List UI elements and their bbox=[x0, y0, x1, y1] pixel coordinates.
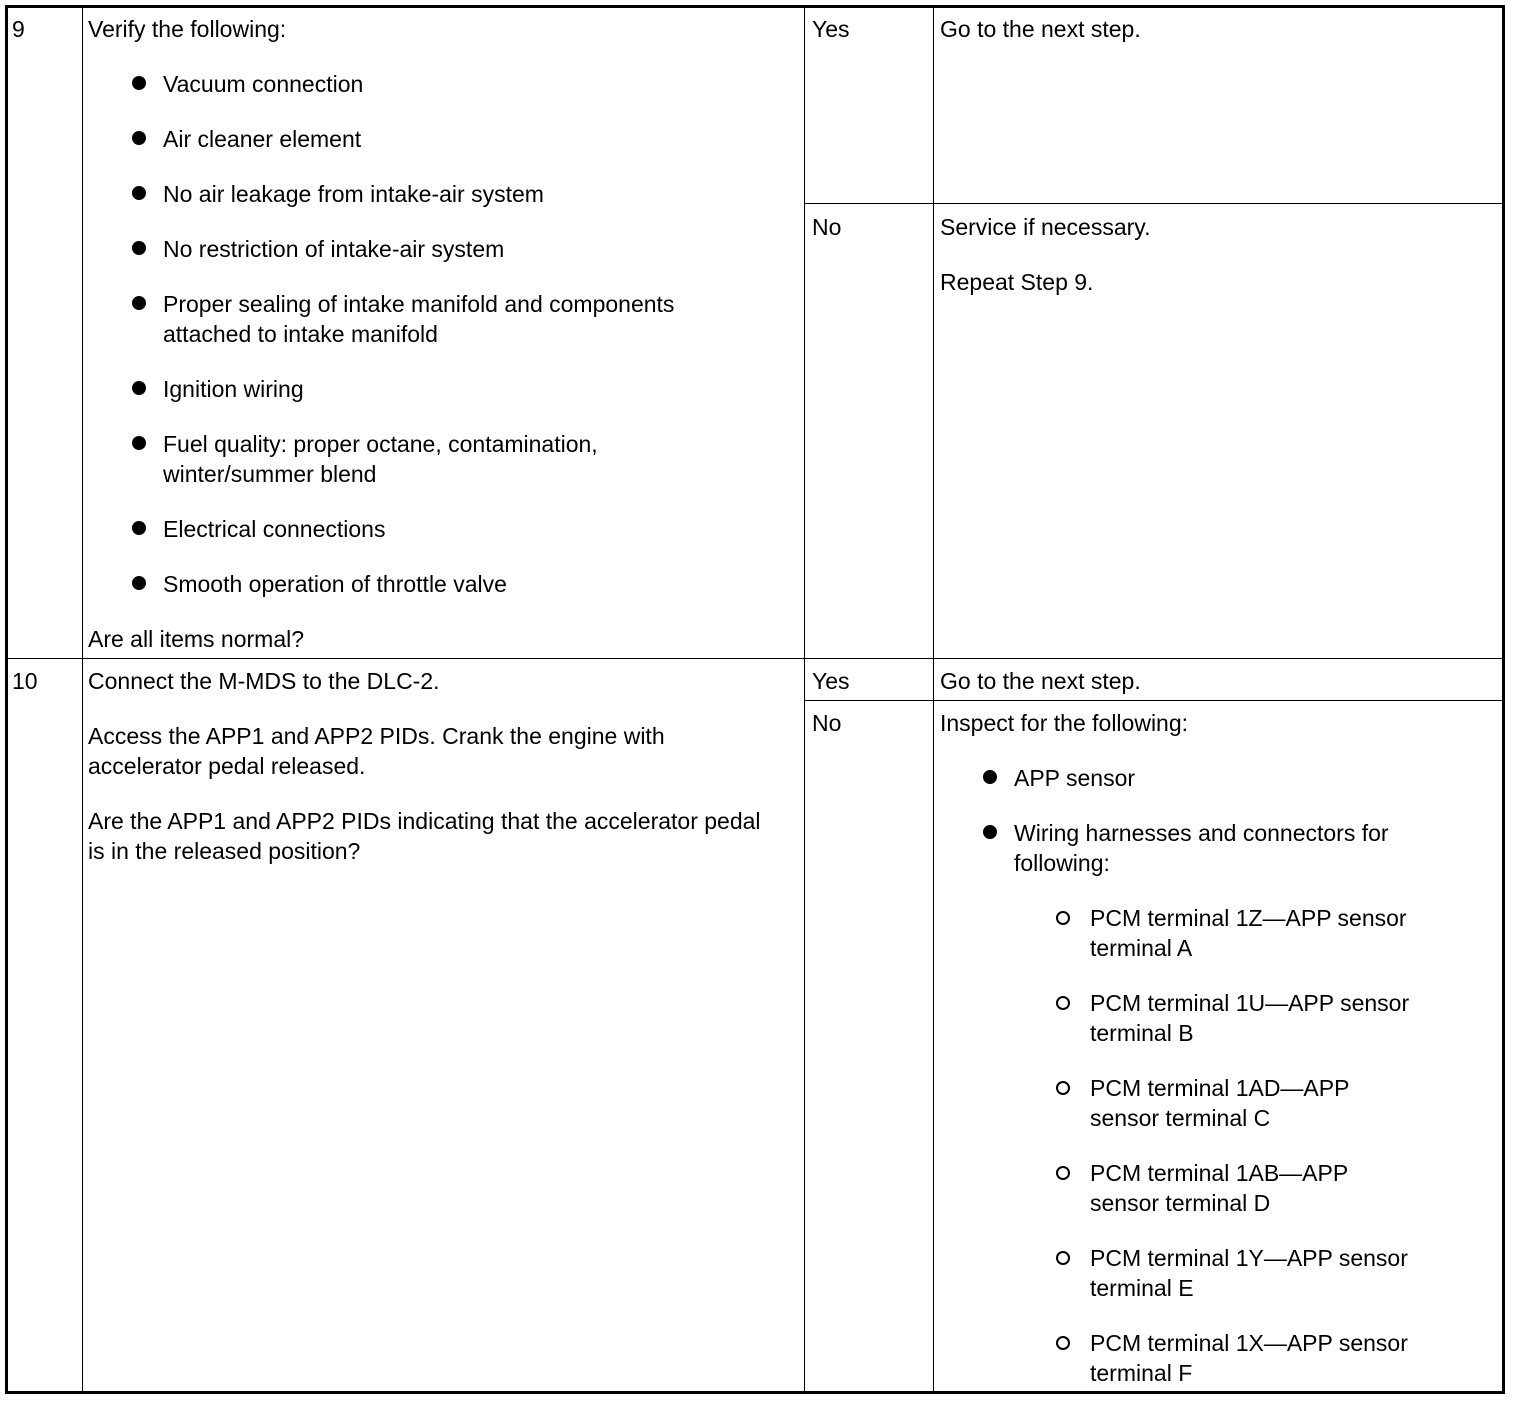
step-10-question: Are the APP1 and APP2 PIDs indicating that the accelerator pedal is in the released position? bbox=[88, 808, 761, 864]
service-note: Service if necessary. bbox=[940, 214, 1151, 240]
list-item: Ignition wiring bbox=[88, 374, 788, 404]
list-item: Proper sealing of intake manifold and components attached to intake manifold bbox=[88, 289, 733, 349]
step-9-no-label: No bbox=[812, 214, 842, 240]
step-10-number: 10 bbox=[12, 668, 38, 694]
sub-list-item: PCM terminal 1Y—APP sensor terminal E bbox=[1014, 1243, 1450, 1303]
sub-list-item: PCM terminal 1Z—APP sensor terminal A bbox=[1014, 903, 1450, 963]
step-9-checklist bbox=[88, 69, 788, 599]
inspect-checklist bbox=[940, 763, 1500, 878]
step-10-yes-label: Yes bbox=[812, 668, 850, 694]
sub-list-item: PCM terminal 1AD—APP sensor terminal C bbox=[1014, 1073, 1390, 1133]
step-9-yes-label: Yes bbox=[812, 16, 850, 42]
step-10-no-action bbox=[940, 708, 1500, 1413]
list-item bbox=[940, 818, 1434, 878]
step-9-intro: Verify the following: bbox=[88, 16, 287, 42]
list-item: No air leakage from intake-air system bbox=[88, 179, 788, 209]
sub-list-item: PCM terminal 1U—APP sensor terminal B bbox=[1014, 988, 1450, 1048]
step-10-line-1: Connect the M-MDS to the DLC-2. bbox=[88, 668, 440, 694]
list-item-label: Wiring harnesses and connectors for following: bbox=[1014, 820, 1389, 876]
list-item: Air cleaner element bbox=[88, 124, 788, 154]
list-item: Vacuum connection bbox=[88, 69, 788, 99]
list-item: APP sensor bbox=[940, 763, 1500, 793]
list-item: Electrical connections bbox=[88, 514, 788, 544]
row-divider bbox=[804, 700, 1504, 701]
sub-list-item: PCM terminal 1AB—APP sensor terminal D bbox=[1014, 1158, 1390, 1218]
list-item: Fuel quality: proper octane, contamination, winter/summer blend bbox=[88, 429, 683, 489]
sub-list-item: PCM terminal 1X—APP sensor terminal F bbox=[1014, 1328, 1450, 1388]
terminal-sublist bbox=[1014, 903, 1500, 1388]
step-10-line-2: Access the APP1 and APP2 PIDs. Crank the engine with accelerator pedal released. bbox=[88, 723, 665, 779]
step-9-question: Are all items normal? bbox=[88, 626, 305, 652]
step-10-no-label: No bbox=[812, 710, 842, 736]
step-10-instructions bbox=[88, 666, 788, 891]
step-10-yes-action: Go to the next step. bbox=[940, 668, 1141, 694]
list-item: Smooth operation of throttle valve bbox=[88, 569, 788, 599]
repeat-note: Repeat Step 9. bbox=[940, 269, 1094, 295]
row-divider bbox=[804, 203, 1504, 204]
step-9-instructions bbox=[88, 14, 788, 679]
step-9-number: 9 bbox=[12, 16, 25, 42]
list-item: No restriction of intake-air system bbox=[88, 234, 788, 264]
step-9-yes-action: Go to the next step. bbox=[940, 16, 1141, 42]
column-divider bbox=[82, 8, 83, 1392]
inspect-intro: Inspect for the following: bbox=[940, 710, 1189, 736]
step-9-no-action bbox=[940, 212, 1490, 322]
